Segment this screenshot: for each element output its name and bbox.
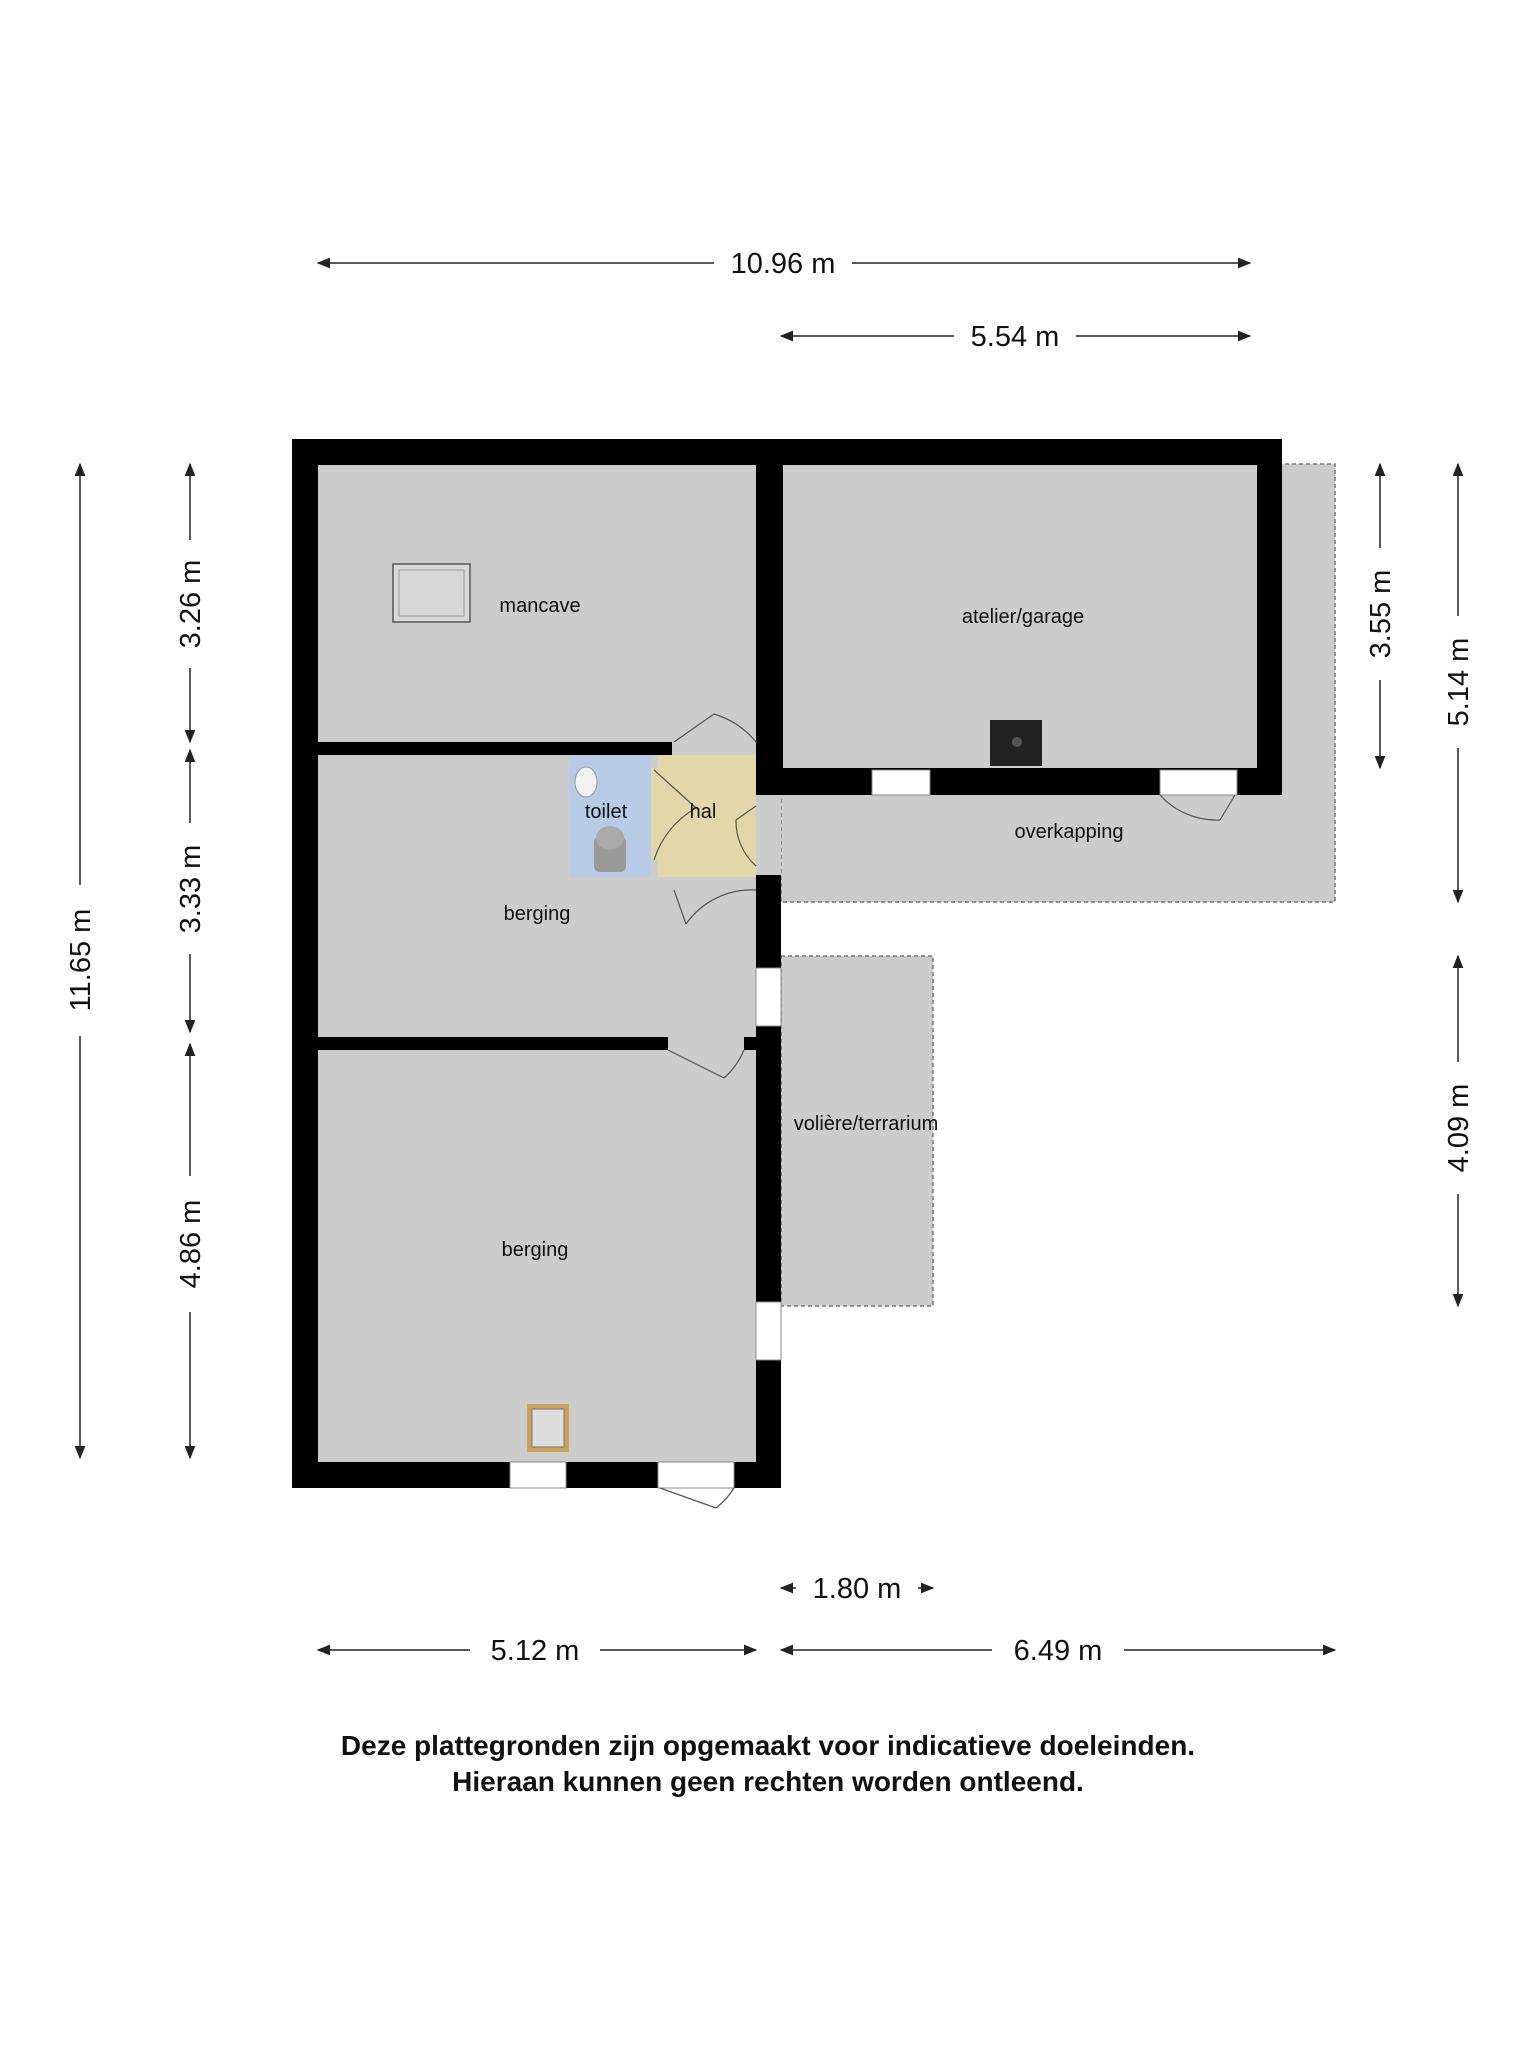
window-east-1 xyxy=(756,968,781,1026)
atelier-door-opening xyxy=(1160,770,1237,795)
dim-left-berging-middle: 3.33 m xyxy=(175,844,207,934)
room-label-voliere: volière/terrarium xyxy=(793,1113,939,1135)
dim-bottom-small: 1.80 m xyxy=(812,1573,902,1605)
room-label-toilet: toilet xyxy=(584,801,628,823)
dim-right-atelier: 3.55 m xyxy=(1365,569,1397,659)
dim-bottom-left: 5.12 m xyxy=(490,1635,580,1667)
room-label-mancave: mancave xyxy=(499,595,581,617)
skylight xyxy=(393,564,470,622)
dim-right-lower: 4.09 m xyxy=(1443,1083,1475,1173)
dim-top-total: 10.96 m xyxy=(730,248,836,280)
disclaimer-line-1: Deze plattegronden zijn opgemaakt voor indicatieve doeleinden. xyxy=(340,1730,1196,1761)
room-label-berging-middle: berging xyxy=(503,903,571,925)
disclaimer-line-2: Hieraan kunnen geen rechten worden ontleend. xyxy=(452,1766,1084,1797)
room-label-hal: hal xyxy=(689,801,717,823)
disclaimer xyxy=(0,1728,1536,1800)
dim-left-berging-bottom: 4.86 m xyxy=(175,1199,207,1289)
berging-bottom-door-opening xyxy=(668,1037,744,1050)
stove-pipe xyxy=(1012,737,1022,747)
room-label-atelier: atelier/garage xyxy=(961,606,1085,628)
south-window xyxy=(510,1462,566,1488)
room-label-overkapping: overkapping xyxy=(1014,821,1124,843)
dim-left-total: 11.65 m xyxy=(65,908,97,1012)
room-label-berging-bottom: berging xyxy=(501,1239,569,1261)
dim-left-mancave: 3.26 m xyxy=(175,559,207,649)
dim-right-upper: 5.14 m xyxy=(1443,637,1475,727)
toilet-door-opening xyxy=(651,768,658,860)
berging-door-opening xyxy=(672,877,756,890)
atelier-window xyxy=(872,770,930,795)
toilet-bowl-icon xyxy=(596,826,624,850)
window-east-2 xyxy=(756,1302,781,1360)
mancave-door-opening xyxy=(672,742,756,755)
boiler-inner-icon xyxy=(532,1409,564,1447)
dim-bottom-right: 6.49 m xyxy=(1013,1635,1103,1667)
sink-icon xyxy=(575,767,597,797)
south-door-opening xyxy=(658,1462,734,1488)
passage-opening xyxy=(756,795,781,875)
dim-top-right: 5.54 m xyxy=(970,321,1060,353)
